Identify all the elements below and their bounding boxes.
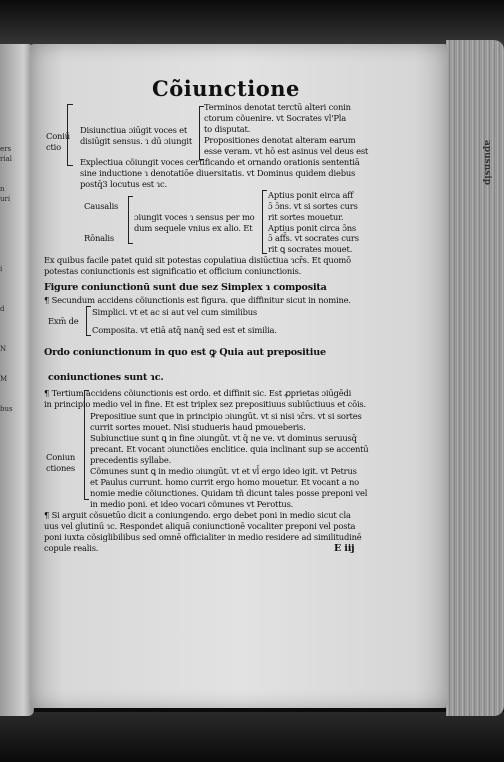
text-line: ctorum cõuenire. vt Socrates vl'Pla [204,113,347,123]
edge-bleed-text: apusnsip [482,140,492,186]
text-line: et Paulus currunt. homo currit ergo homo mouetur. Et vocant a no [90,477,360,487]
brace-aptius [262,190,267,254]
text-line: poni iuxta cõsiglibilibus sed omnē officialiter in medio residere ad similitudinē [44,532,362,542]
brace-causalis [128,196,133,244]
text-line: ɔiungit voces ɿ sensus per mo [134,212,255,222]
text-line: Disiunctiua ɔiūgit voces et [80,125,188,135]
text-line: to disputat. [204,124,251,134]
text-line: precant. Et vocant ɔiunctiões enclitice. quia inclinant sup se accentū [90,444,369,454]
text-line: ctiones [46,463,76,473]
text-line: Aptius ponit eirca aff [268,190,354,200]
text-line: Coniun [46,452,76,462]
section-heading-ordo: Ordo coniunctionum in quo est ꝙ Quia aut prepositiue [44,347,326,358]
page-edges [446,40,504,716]
left-page-text-fragment: ers rial n uri i d N M bus [0,145,13,413]
section-heading-figure: Figure coniunctionū sunt due sez Simplex ɿ composita [44,282,327,293]
book-cover-top [0,0,504,48]
text-line: Rōnalis [84,233,114,243]
text-line: precedentis syllabe. [90,455,172,465]
left-page-sliver [0,44,34,716]
page-heading: Cõiunctione [152,76,300,101]
text-line: Composita. vt etiā atq̄ nanq̄ sed est et similia. [92,325,277,335]
text-line: ¶ Si arguit cõsuetūo dicit a coniungendo. ergo debet poni in medio sicut cla [44,510,351,520]
text-line: postq̄3 locutus est ɿc. [80,179,167,189]
text-line: ctio [46,142,61,152]
text-line: currit sortes mouet. Nisi studueris haud pmoueberis. [90,422,306,432]
text-line: Causalis [84,201,119,211]
text-line: in principio medio vel in fine. Et est triplex sez prepositiuus subiūctiuus et cōis. [44,399,366,409]
text-line: copule realis. [44,543,99,553]
brace-exm [86,306,91,336]
text-line: ɔ̄ aff̄s. vt socrates curs [268,233,359,243]
text-line: ¶ Secundum accidens cõiunctionis est figura. que diffinitur sicut in nomine. [44,295,351,305]
text-line: Coniū [46,131,70,141]
text-line: nomie medie cõiunctiones. Quidam tñ dicunt tales posse preponi vel [90,488,368,498]
text-line: uus vel glutinū ɿc. Respondet aliquā coniunctionē vocaliter preponi vel posta [44,521,356,531]
text-line: Aptius ponit circa ɔ̄ns [268,223,357,233]
text-line: esse veram. vt hō est asinus vel deus est [204,146,369,156]
text-line: Terminos denotat terctū alteri conin [204,102,351,112]
text-line: Cõmunes sunt ꝗ in medio ɔiungūt. vt et vl̄ ergo ideo igit. vt Petrus [90,466,357,476]
text-line: Prepositiue sunt que in principio ɔiungūt. vt si nisi ɿc̄rs. vt si sortes [90,411,362,421]
text-line: disiūgit sensus. ɿ dū ɔiungit [80,136,193,146]
text-line: ¶ Tertium accidens cõiunctionis est ordo. et diffinit sic. Est ꝓprietas ɔiūgēdi [44,388,352,398]
text-line: rit sortes mouetur. [268,212,344,222]
text-line: Simplici. vt et ac si aut vel cum similibus [92,307,258,317]
text-line: Ex quibus facile patet quid sit potestas copulatiua disiūctiua ɿcr̄s. Et quomō [44,255,351,265]
text-line: Propositiones denotat alteram earum [204,135,356,145]
signature-mark: E iij [334,543,355,554]
text-line: Subiunctiue sunt ꝗ in fine ɔiungūt. vt q̄ ne ve. vt dominus seruusq̄ [90,433,357,443]
section-heading-ordo-cont: coniunctiones sunt ɿc. [48,372,164,383]
text-line: rit ꝗ socrates mouet. [268,244,353,254]
text-line: in medio poni. et ideo vocari cõmunes vt Perottus. [90,499,294,509]
text-line: Explectiua cõiungit voces certificando et ornando orationis sententiā [80,157,360,167]
text-line: potestas coniunctionis est significatio et officium coniunctionis. [44,266,302,276]
text-line: Exm̄ de [48,316,79,326]
text-line: ɔ̄ ɔ̄ns. vt si sortes curs [268,201,358,211]
text-line: sine inductione ɿ denotatiōe diuersitatis. vt Dominus quidem diebus [80,168,356,178]
book-cover-bottom [0,712,504,762]
text-line: dum sequele vnius ex alio. Et [134,223,253,233]
